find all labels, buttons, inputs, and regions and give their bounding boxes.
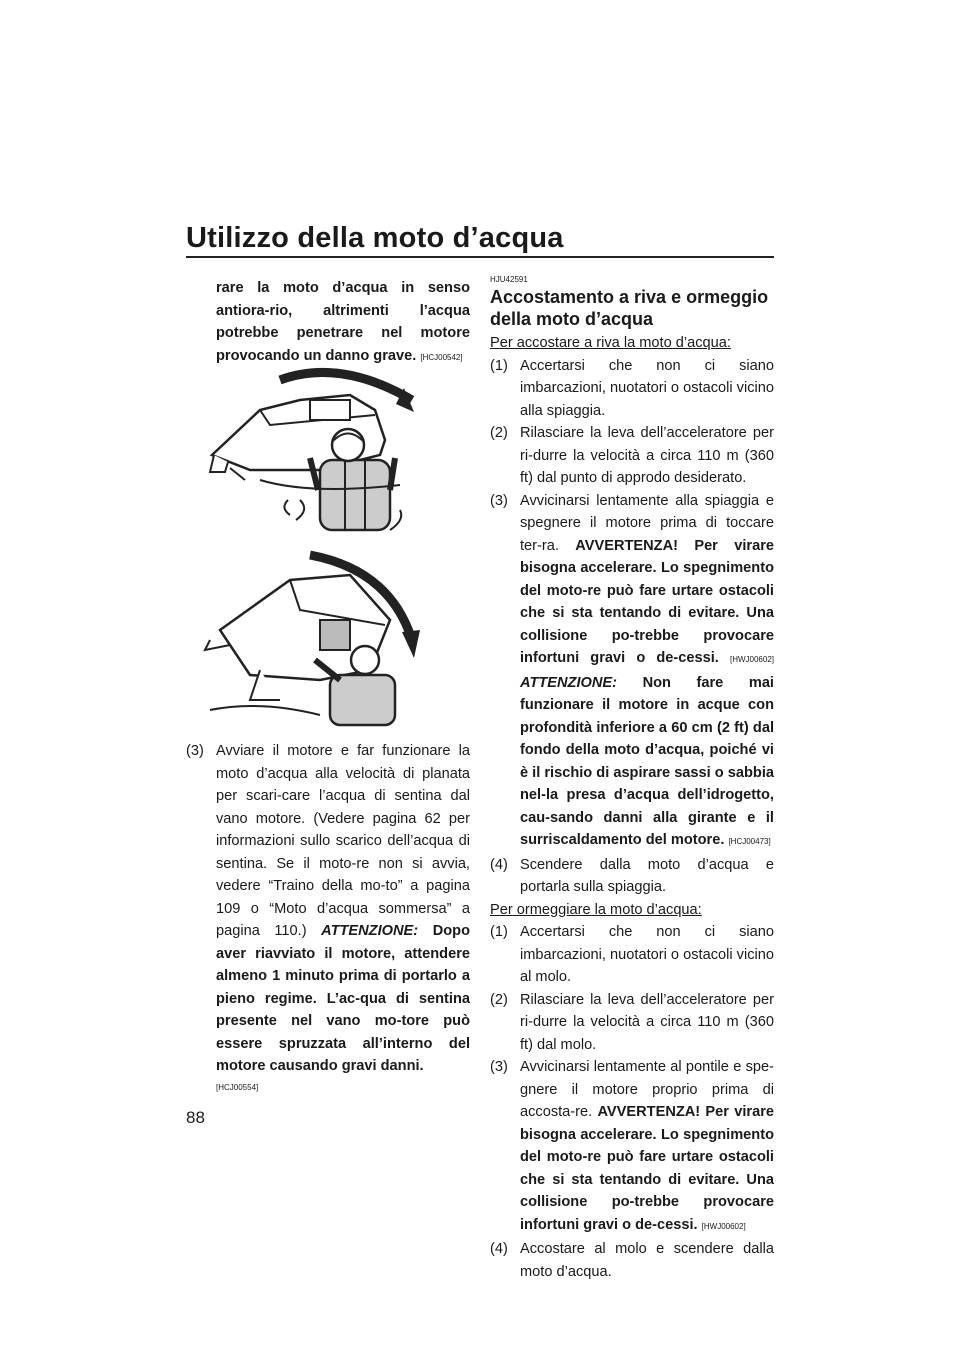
item-number: (4) <box>490 856 508 873</box>
continued-caution-code: [HCJ00542] <box>420 352 463 362</box>
item-text: Scendere dalla moto d’acqua e portarla sulla spiaggia. <box>520 856 774 895</box>
caution-label: ATTENZIONE: <box>321 923 419 939</box>
page-header-title: Utilizzo della moto d’acqua <box>186 222 564 254</box>
dock-item-4 <box>490 1238 774 1283</box>
step-number: (3) <box>186 743 204 759</box>
item-number: (4) <box>490 1241 508 1257</box>
item-text: Accostare al molo e scendere dalla moto d’acqua. <box>520 1241 774 1280</box>
dock-subheading: Per ormeggiare la moto d’acqua: <box>490 901 702 918</box>
page-number: 88 <box>186 1108 205 1127</box>
step-text: Avviare il motore e far funzionare la moto d’acqua alla velocità di planata per scari-care l’acqua di sentina dal vano motore. (Vedere pagina 62 per informazioni sullo scarico dell’acqua di sentina. Se il moto-re non si avvia, vedere “Traino della mo-to” a pagina 109 o “Moto d’acqua sommersa” a pagina 110.) <box>216 743 470 939</box>
caution-text: Dopo aver riavviato il motore, attendere almeno 1 minuto prima di portarlo a pieno regime. L’ac-qua di sentina presente nel vano mo-tore può essere spruzzata all’interno del motore causando gravi danni. <box>216 923 470 1074</box>
warning-text: AVVERTENZA! Per virare bisogna accelerare. Lo spegnimento del moto-re può fare urtare ostacoli che si sta tentando di evitare. Una collisione po-trebbe provocare infortuni gravi o de-cessi. <box>520 1104 774 1233</box>
continued-caution-text: rare la moto d’acqua in senso antiora-rio, altrimenti l’acqua potrebbe penetrare nel motore provocando un danno grave. <box>216 280 470 364</box>
caution-code: [HCJ00554] <box>216 1082 259 1092</box>
left-column <box>186 277 470 369</box>
dock-item-3 <box>490 1056 774 1238</box>
continued-caution <box>186 277 470 369</box>
section-code: HJU42591 <box>490 275 528 284</box>
beach-item-4 <box>490 854 774 899</box>
item-number: (3) <box>490 1059 508 1075</box>
header-rule <box>186 256 774 258</box>
left-step-3-block <box>186 740 470 1094</box>
right-column <box>490 275 774 1283</box>
item-number: (1) <box>490 357 508 374</box>
caution-label: ATTENZIONE: <box>520 674 618 691</box>
section-title: Accostamento a riva e ormeggio della moto d’acqua <box>490 287 769 329</box>
beach-item-3 <box>490 490 774 854</box>
beach-item-1 <box>490 355 774 423</box>
item-number: (3) <box>490 492 508 509</box>
dock-item-1 <box>490 921 774 989</box>
caution-text: Non fare mai funzionare il motore in acque con profondità inferiore a 60 cm (2 ft) dal fondo della moto d’acqua, poiché vi è il rischio di aspirare sassi o sabbia nel-la presa d’acqua dell’idrogetto, cau-sando danni alla girante e il surriscaldamento del motore. <box>520 674 774 848</box>
warning-text: AVVERTENZA! Per virare bisogna accelerare. Lo spegnimento del moto-re può fare urtare ostacoli che si sta tentando di evitare. Una collisione po-trebbe provocare infortuni gravi o de-cessi. <box>520 537 774 666</box>
caution-code: [HCJ00473] <box>728 837 771 846</box>
warning-code: [HWJ00602] <box>729 655 774 664</box>
item-text: Rilasciare la leva dell’acceleratore per ri-durre la velocità a circa 110 m (360 ft) dal punto di approdo desiderato. <box>520 425 774 486</box>
item-text: Accertarsi che non ci siano imbarcazioni, nuotatori o ostacoli vicino al molo. <box>520 924 774 985</box>
item-text: Avvicinarsi lentamente al pontile e spe-gnere il motore proprio prima di accosta-re. <box>520 1059 774 1120</box>
warning-code: [HWJ00602] <box>701 1221 746 1231</box>
illustration-righting-craft-2 <box>200 550 420 730</box>
item-text: Avvicinarsi lentamente alla spiaggia e spegnere il motore prima di toccare ter-ra. <box>520 492 774 554</box>
dock-item-2 <box>490 989 774 1057</box>
item-text: Rilasciare la leva dell’acceleratore per ri-durre la velocità a circa 110 m (360 ft) dal molo. <box>520 991 774 1053</box>
item-text: Accertarsi che non ci siano imbarcazioni, nuotatori o ostacoli vicino alla spiaggia. <box>520 357 774 419</box>
left-step-3 <box>186 740 470 1094</box>
beach-item-2 <box>490 422 774 490</box>
item-number: (1) <box>490 924 508 940</box>
item-number: (2) <box>490 991 508 1008</box>
item-number: (2) <box>490 425 508 441</box>
illustration-righting-craft-1 <box>200 360 415 540</box>
beach-subheading: Per accostare a riva la moto d’acqua: <box>490 335 731 351</box>
